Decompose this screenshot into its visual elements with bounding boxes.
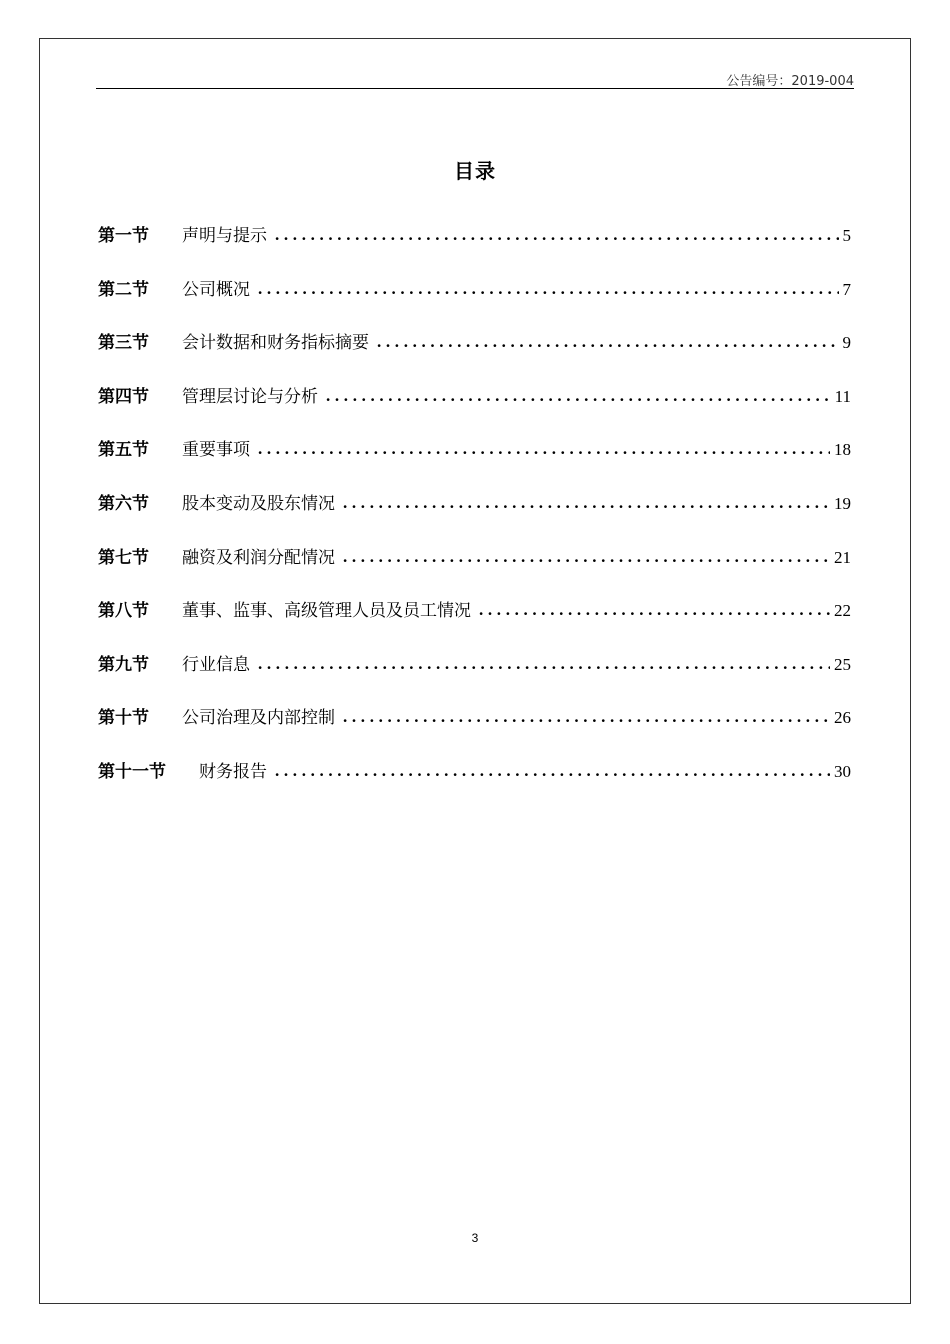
toc-section-number: 第十一节 [98,761,166,782]
toc-entry[interactable] [98,543,851,597]
toc-page-number: 21 [834,547,851,567]
toc-section-title: 声明与提示 [182,226,267,246]
toc-section-number: 第一节 [98,226,149,246]
toc-title: 目录 [454,159,496,183]
toc-section-number: 第五节 [98,440,149,461]
toc-page-number: 26 [834,708,851,728]
toc-dot-leader [479,600,830,620]
toc-dot-leader [258,279,839,299]
toc-page-number: 30 [834,761,851,781]
toc-section-title: 行业信息 [182,654,250,675]
toc-entry[interactable] [98,489,851,543]
toc-section-title: 公司概况 [182,279,250,300]
toc-section-number: 第九节 [98,654,149,675]
toc-section-number: 第六节 [98,493,149,514]
toc-dot-leader [377,332,839,352]
toc-section-title: 管理层讨论与分析 [182,386,318,407]
toc-dot-leader [275,225,839,245]
toc-page-number: 25 [834,654,851,674]
toc-entry[interactable] [98,596,851,650]
toc-section-number: 第四节 [98,386,149,407]
toc-section-number: 第八节 [98,601,149,622]
toc-section-title: 股本变动及股东情况 [182,493,335,514]
table-of-contents [98,221,851,811]
toc-section-title: 重要事项 [182,440,250,461]
toc-section-title: 会计数据和财务指标摘要 [182,333,369,354]
toc-page-number: 9 [842,333,851,353]
toc-entry[interactable] [98,435,851,489]
toc-section-number: 第七节 [98,547,149,568]
toc-dot-leader [343,707,830,727]
toc-section-title: 公司治理及内部控制 [182,708,335,729]
toc-dot-leader [258,439,830,459]
toc-entry[interactable] [98,757,851,811]
toc-entry[interactable] [98,275,851,329]
toc-section-title: 财务报告 [199,761,267,782]
toc-page-number: 18 [834,440,851,460]
header-divider [96,88,854,89]
toc-section-title: 融资及利润分配情况 [182,547,335,568]
toc-section-number: 第十节 [98,708,149,729]
announcement-number: 公告编号：2019-004 [726,74,854,89]
toc-entry[interactable] [98,328,851,382]
toc-page-number: 7 [842,279,851,299]
toc-entry[interactable] [98,382,851,436]
toc-section-title: 董事、监事、高级管理人员及员工情况 [182,601,471,622]
toc-dot-leader [343,547,830,567]
toc-page-number: 19 [834,493,851,513]
toc-dot-leader [343,493,830,513]
toc-page-number: 11 [834,386,851,406]
toc-entry[interactable] [98,703,851,757]
toc-dot-leader [258,654,830,674]
toc-section-number: 第二节 [98,279,149,300]
page-number: 3 [471,1231,479,1245]
toc-section-number: 第三节 [98,333,149,354]
toc-entry[interactable] [98,221,851,275]
toc-dot-leader [275,761,830,781]
toc-entry[interactable] [98,650,851,704]
toc-page-number: 5 [842,226,851,245]
toc-page-number: 22 [834,601,851,621]
toc-dot-leader [326,386,831,406]
